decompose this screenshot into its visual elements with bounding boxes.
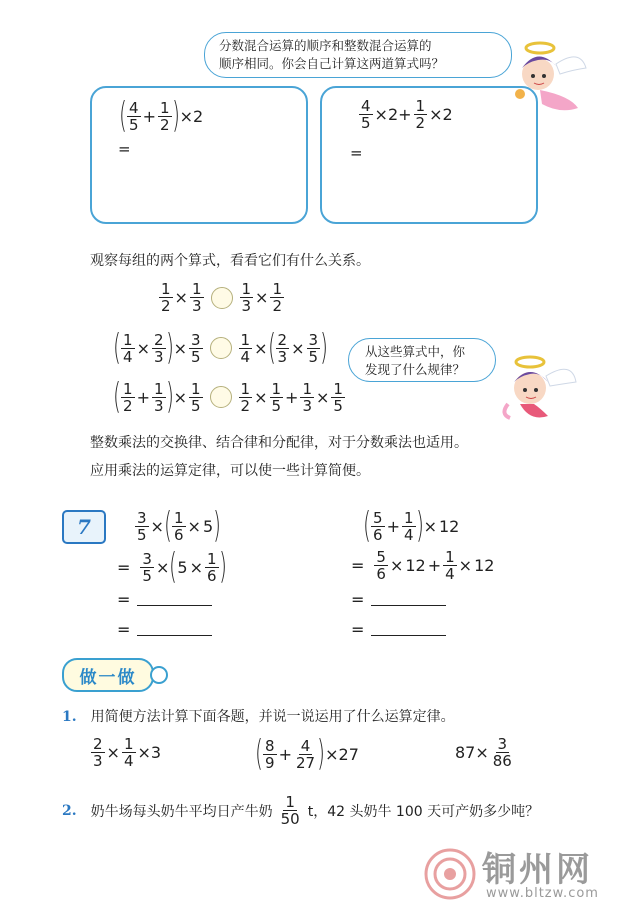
example-right-line-2: = $\frac{5}{6}$ × 12 + $\frac{1}{4}$ × 12 (351, 548, 495, 583)
q1-expr-3: 87× $\frac{3}{86}$ (455, 735, 512, 770)
compare-circle[interactable] (210, 337, 232, 359)
rule-text-2: 应用乘法的运算定律，可以使一些计算简便。 (90, 463, 370, 479)
answer-blank[interactable] (371, 623, 446, 636)
answer-blank[interactable] (137, 593, 212, 606)
compare-circle[interactable] (211, 287, 233, 309)
example-left-blank-1: = (116, 590, 212, 609)
angel-illustration-mid (490, 352, 580, 432)
question-2: 2. 奶牛场每头奶牛平均日产牛奶 $\frac{1}{50}$ t，42 头奶牛 100 天可产奶多少吨？ (62, 793, 540, 828)
expr-box-right: $\frac{4}{5}$ ×2+ $\frac{1}{2}$ ×2 (361, 97, 453, 132)
example-number-badge: 7 (62, 510, 106, 544)
bubble-line-2: 发现了什么规律？ (365, 362, 466, 377)
mid-speech-bubble (348, 338, 496, 382)
q1-expr-2: ( $\frac{8}{9}$ + $\frac{4}{27}$ ) ×27 (255, 733, 359, 774)
equals-box-right: = (350, 144, 363, 162)
watermark-url: www.bltzw.com (486, 886, 599, 901)
compare-row-3: ( $\frac{1}{2}$ + $\frac{1}{3}$ ) × $\frac{1}{5}$ $\frac{1}{2}$ × $\frac{1}{5}$ + $\frac{1}{3}$ × $\frac{1}{5}$ (113, 376, 343, 417)
compare-row-2: ( $\frac{1}{4}$ × $\frac{2}{3}$ ) × $\frac{3}{5}$ $\frac{1}{4}$ × ( $\frac{2}{3}$ × $\frac{3}{5}$ ) (113, 327, 328, 368)
question-1: 1. 用简便方法计算下面各题，并说一说运用了什么运算定律。 (62, 709, 455, 725)
watermark-logo-icon (424, 848, 476, 900)
example-right-blank-1: = (350, 590, 446, 609)
rule-text-1: 整数乘法的交换律、结合律和分配律，对于分数乘法也适用。 (90, 435, 468, 451)
bubble-line-2: 顺序相同。你会自己计算这两道算式吗？ (219, 56, 445, 71)
compare-circle[interactable] (210, 386, 232, 408)
example-left-blank-2: = (116, 620, 212, 639)
watermark-brand: 铜州网 (482, 850, 593, 890)
bubble-line-1: 分数混合运算的顺序和整数混合运算的 (219, 38, 432, 53)
compare-row-1: $\frac{1}{2}$ × $\frac{1}{3}$ $\frac{1}{3}$ × $\frac{1}{2}$ (161, 280, 282, 315)
answer-blank[interactable] (137, 623, 212, 636)
example-right-line-1: ( $\frac{5}{6}$ + $\frac{1}{4}$ ) × 12 (363, 505, 460, 546)
title-wave-decoration (150, 666, 168, 684)
top-speech-bubble (204, 32, 512, 78)
try-section-title: 做一做 (62, 658, 154, 692)
example-left-line-1: $\frac{3}{5}$ × ( $\frac{1}{6}$ × 5 ) (137, 505, 222, 546)
example-left-line-2: = $\frac{3}{5}$ × ( 5 × $\frac{1}{6}$ ) (117, 546, 227, 587)
expr-box-left: ( $\frac{4}{5}$ + $\frac{1}{2}$ ) ×2 (119, 95, 204, 136)
equals-box-left: = (118, 140, 131, 158)
observe-instruction: 观察每组的两个算式，看看它们有什么关系。 (90, 253, 370, 269)
example-right-blank-2: = (350, 620, 446, 639)
bubble-line-1: 从这些算式中，你 (365, 344, 466, 359)
answer-blank[interactable] (371, 593, 446, 606)
q1-expr-1: $\frac{2}{3}$ × $\frac{1}{4}$ ×3 (93, 735, 162, 770)
